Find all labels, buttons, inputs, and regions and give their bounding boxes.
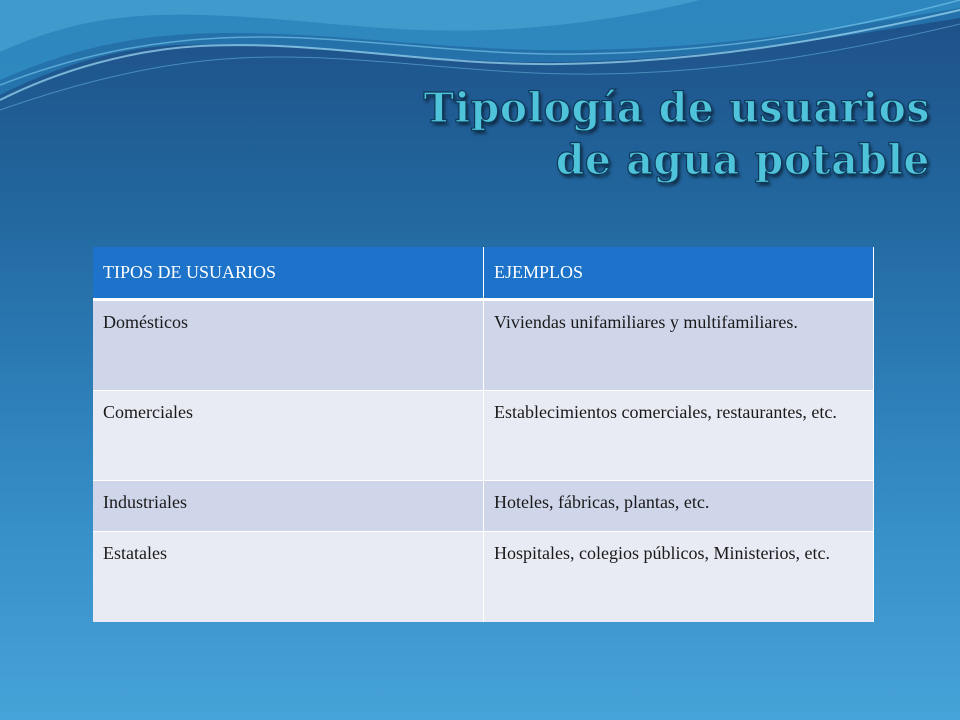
title-line-1: Tipología de usuarios: [423, 84, 930, 132]
table-header-row: [93, 247, 874, 300]
user-types-table: [93, 247, 874, 622]
title-line-2: de agua potable: [555, 136, 930, 184]
cell-tipo: Industriales: [93, 481, 484, 532]
cell-tipo: Comerciales: [93, 391, 484, 481]
cell-ejemplo: Viviendas unifamiliares y multifamiliares.: [484, 300, 874, 391]
cell-tipo: Domésticos: [93, 300, 484, 391]
header-ejemplos: EJEMPLOS: [484, 247, 874, 300]
slide-title: [423, 82, 930, 186]
table-row: [93, 391, 874, 481]
header-tipos: TIPOS DE USUARIOS: [93, 247, 484, 300]
cell-tipo: Estatales: [93, 532, 484, 623]
cell-ejemplo: Hospitales, colegios públicos, Ministerios, etc.: [484, 532, 874, 623]
table-row: [93, 532, 874, 623]
table-row: [93, 300, 874, 391]
cell-ejemplo: Hoteles, fábricas, plantas, etc.: [484, 481, 874, 532]
cell-ejemplo: Establecimientos comerciales, restaurantes, etc.: [484, 391, 874, 481]
table-row: [93, 481, 874, 532]
